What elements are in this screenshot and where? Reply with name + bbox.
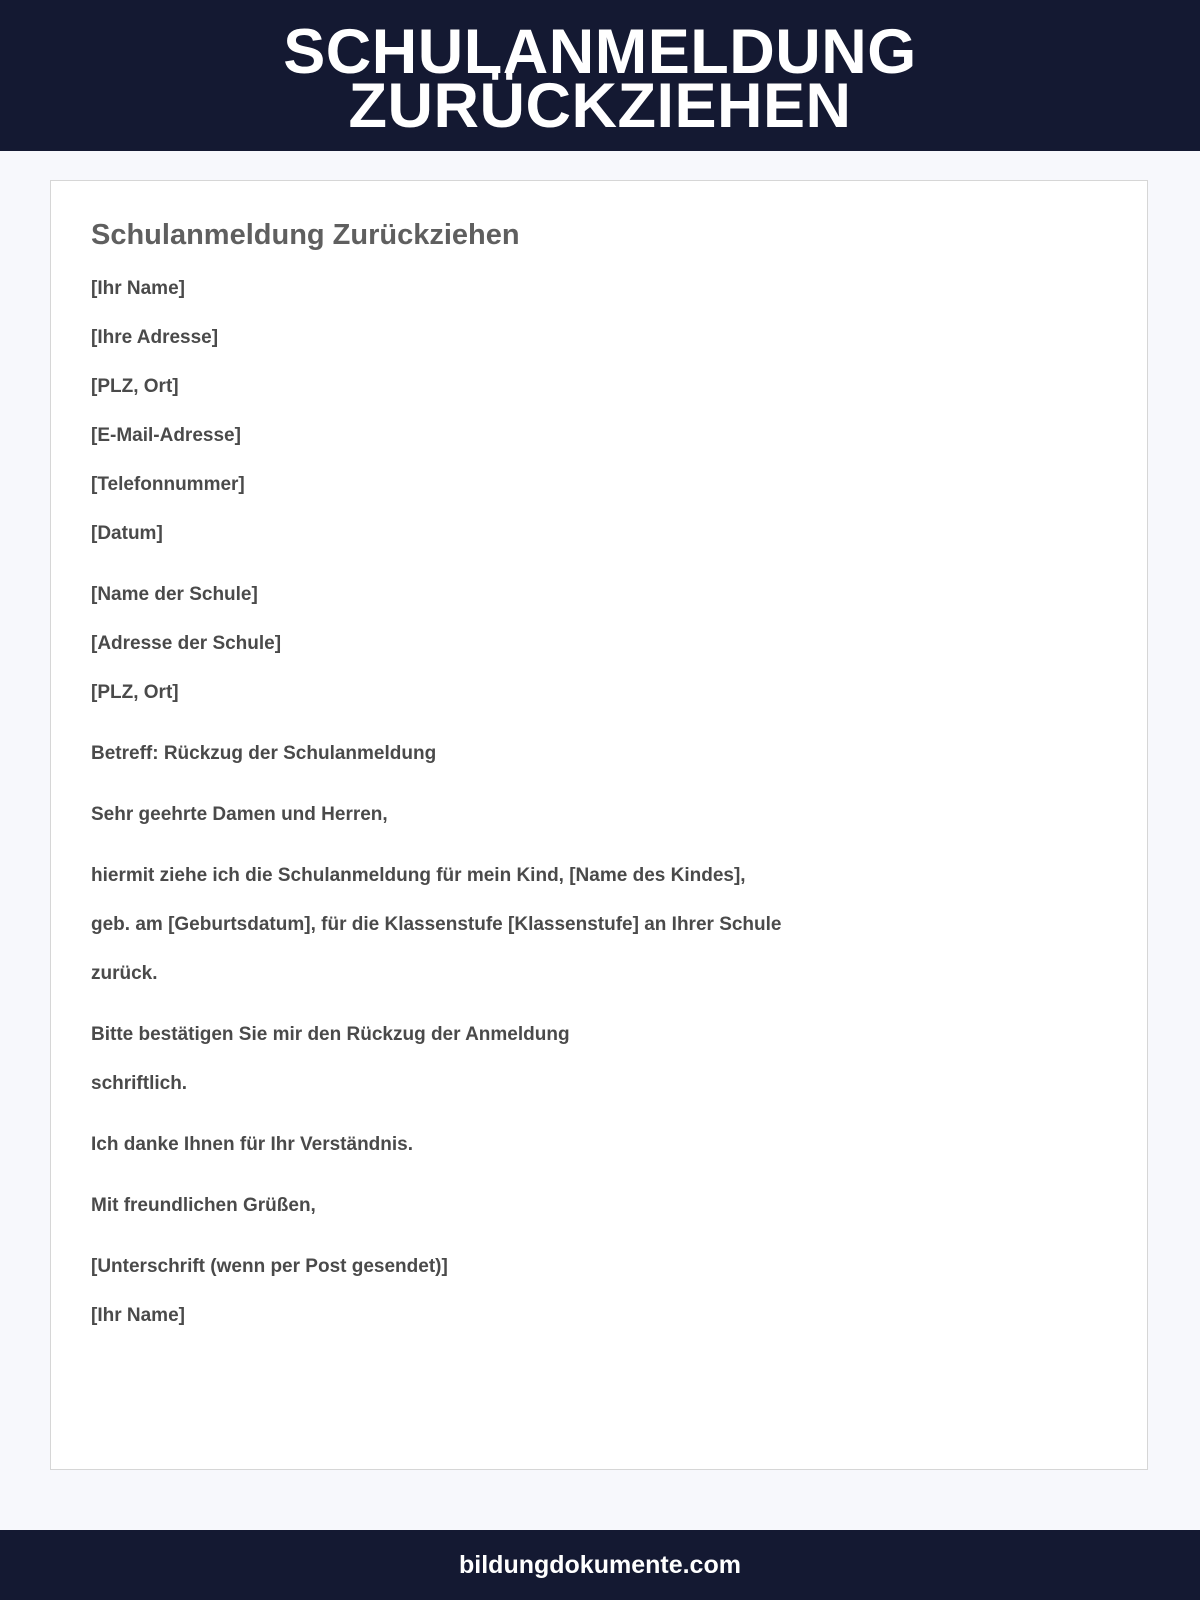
signer-name: [Ihr Name] <box>91 1305 185 1326</box>
body-paragraph-1-line-1: hiermit ziehe ich die Schulanmeldung für mein Kind, [Name des Kindes], <box>91 865 746 886</box>
subject-line: Betreff: Rückzug der Schulanmeldung <box>91 743 437 764</box>
recipient-school-address: [Adresse der Schule] <box>91 633 282 654</box>
page-header <box>0 0 1200 151</box>
closing-line: Mit freundlichen Grüßen, <box>91 1195 316 1216</box>
letter-card <box>50 180 1148 1470</box>
sender-email: [E-Mail-Adresse] <box>91 425 241 446</box>
letter-date: [Datum] <box>91 523 163 544</box>
signature-placeholder: [Unterschrift (wenn per Post gesendet)] <box>91 1256 448 1277</box>
recipient-school-name: [Name der Schule] <box>91 584 258 605</box>
recipient-city: [PLZ, Ort] <box>91 682 179 703</box>
body-paragraph-1-line-2: geb. am [Geburtsdatum], für die Klassenstufe [Klassenstufe] an Ihrer Schule <box>91 914 782 935</box>
sender-phone: [Telefonnummer] <box>91 474 245 495</box>
body-paragraph-2-line-2: schriftlich. <box>91 1073 188 1094</box>
sender-address: [Ihre Adresse] <box>91 327 219 348</box>
sender-city: [PLZ, Ort] <box>91 376 179 397</box>
document-title: Schulanmeldung Zurückziehen <box>91 219 520 251</box>
body-paragraph-2-line-1: Bitte bestätigen Sie mir den Rückzug der Anmeldung <box>91 1024 570 1045</box>
sender-name: [Ihr Name] <box>91 278 185 299</box>
page-footer <box>0 1530 1200 1600</box>
footer-site-link[interactable]: bildungdokumente.com <box>459 1550 741 1579</box>
salutation: Sehr geehrte Damen und Herren, <box>91 804 388 825</box>
body-paragraph-1-line-3: zurück. <box>91 963 158 984</box>
header-title: SCHULANMELDUNG ZURÜCKZIEHEN <box>283 16 917 141</box>
thanks-line: Ich danke Ihnen für Ihr Verständnis. <box>91 1134 414 1155</box>
